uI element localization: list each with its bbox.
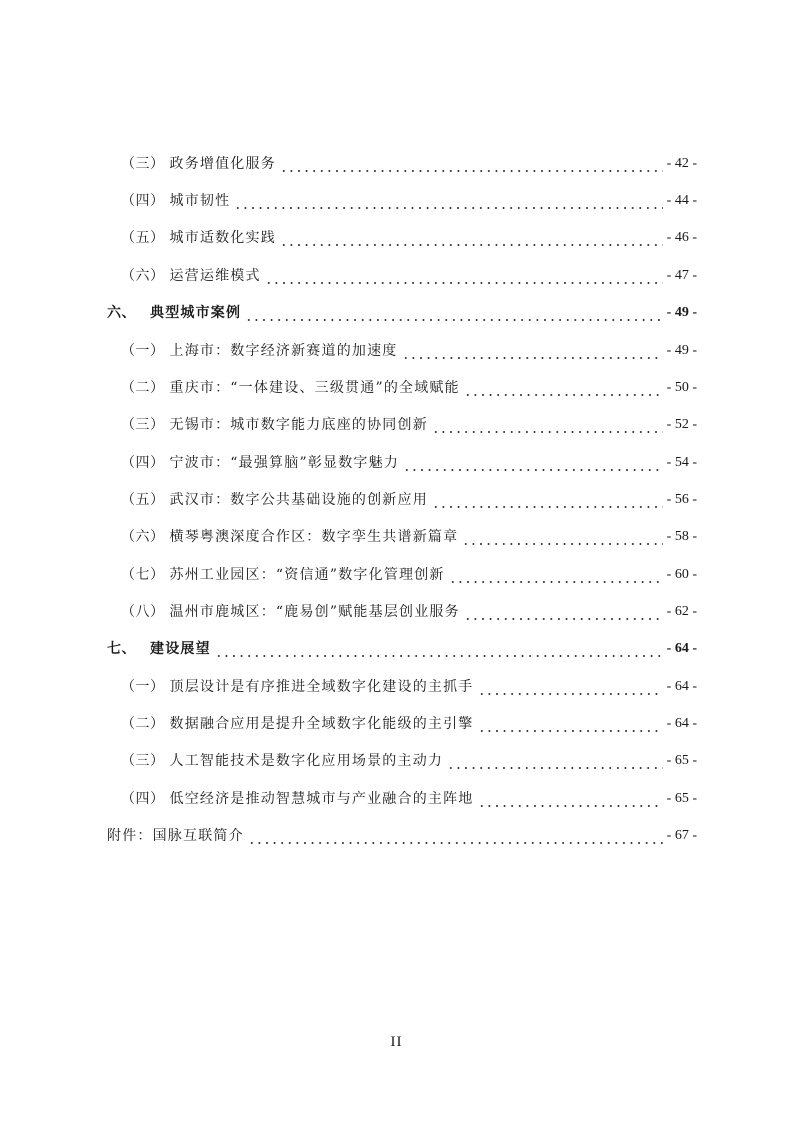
toc-entry-title: 建设展望 (150, 641, 211, 657)
toc-entry-title: 武汉市：数字公共基础设施的创新应用 (169, 492, 428, 508)
toc-entry-number: （四） (121, 455, 165, 471)
toc-appendix-entry[interactable] (107, 824, 697, 848)
toc-entry[interactable] (121, 451, 697, 475)
toc-entry-number: （四） (121, 791, 165, 807)
toc-entry-page: - 44 - (666, 193, 697, 208)
toc-entry-number: （七） (121, 567, 165, 583)
toc-entry-page: - 64 - (666, 679, 697, 694)
toc-entry-number: （五） (121, 230, 165, 246)
toc-entry[interactable] (121, 525, 697, 549)
toc-entry[interactable] (121, 264, 697, 288)
toc-entry-page: - 62 - (666, 604, 697, 619)
toc-entry-number: （六） (121, 268, 165, 284)
toc-entry[interactable] (121, 563, 697, 587)
page-number: II (390, 1034, 403, 1050)
toc-entry[interactable] (121, 787, 697, 811)
dot-leader (432, 488, 663, 512)
toc-entry-title: 附件：国脉互联简介 (107, 828, 244, 844)
toc-entry-number: （一） (121, 679, 165, 695)
dot-leader (478, 675, 663, 699)
dot-leader (245, 301, 662, 325)
toc-entry[interactable] (121, 675, 697, 699)
toc-entry-number: （二） (121, 716, 165, 732)
toc-chapter-entry[interactable] (107, 301, 697, 325)
toc-entry-number: （二） (121, 380, 165, 396)
toc-entry-page: - 58 - (666, 529, 697, 544)
toc-entry-page: - 52 - (666, 417, 697, 432)
toc-entry-title: 温州市鹿城区：“鹿易创”赋能基层创业服务 (169, 604, 460, 620)
toc-entry[interactable] (121, 600, 697, 624)
toc-entry-title: 宁波市：“最强算脑”彰显数字魅力 (169, 455, 400, 471)
toc-entry[interactable] (121, 488, 697, 512)
toc-entry[interactable] (121, 152, 697, 176)
toc-entry-number: 七、 (107, 641, 136, 657)
dot-leader (478, 787, 663, 811)
toc-entry-number: （四） (121, 193, 165, 209)
toc-entry-number: （三） (121, 156, 165, 172)
toc-entry-page: - 54 - (666, 455, 697, 470)
toc-entry-page: - 49 - (666, 305, 697, 320)
toc-entry[interactable] (121, 749, 697, 773)
toc-entry-page: - 67 - (666, 828, 697, 843)
toc-entry-page: - 50 - (666, 380, 697, 395)
toc-entry-number: （六） (121, 529, 165, 545)
dot-leader (464, 376, 663, 400)
toc-entry-page: - 65 - (666, 753, 697, 768)
toc-entry-title: 政务增值化服务 (169, 156, 276, 172)
dot-leader (234, 189, 662, 213)
toc-entry-title: 横琴粤澳深度合作区：数字孪生共谱新篇章 (169, 529, 459, 545)
toc-entry-title: 人工智能技术是数字化应用场景的主动力 (169, 753, 444, 769)
toc-chapter-entry[interactable] (107, 637, 697, 661)
toc-entry-page: - 65 - (666, 791, 697, 806)
toc-entry-page: - 49 - (666, 343, 697, 358)
toc-entry-title: 运营运维模式 (169, 268, 261, 284)
toc-entry[interactable] (121, 413, 697, 437)
toc-entry-page: - 47 - (666, 268, 697, 283)
dot-leader (280, 152, 663, 176)
toc-entry-page: - 64 - (666, 716, 697, 731)
toc-entry-number: 六、 (107, 305, 136, 321)
toc-entry-title: 苏州工业园区：“资信通”数字化管理创新 (169, 567, 445, 583)
toc-entry-title: 无锡市：城市数字能力底座的协同创新 (169, 417, 428, 433)
toc-entry-title: 数据融合应用是提升全域数字化能级的主引擎 (169, 716, 474, 732)
dot-leader (464, 600, 663, 624)
toc-entry-title: 低空经济是推动智慧城市与产业融合的主阵地 (169, 791, 474, 807)
toc-entry-title: 典型城市案例 (150, 305, 242, 321)
dot-leader (432, 413, 663, 437)
dot-leader (449, 563, 663, 587)
toc-entry-number: （三） (121, 417, 165, 433)
dot-leader (280, 226, 663, 250)
dot-leader (402, 339, 663, 363)
dot-leader (478, 712, 663, 736)
toc-entry[interactable] (121, 189, 697, 213)
toc-entry-title: 上海市：数字经济新赛道的加速度 (169, 343, 398, 359)
toc-entry-title: 城市韧性 (169, 193, 231, 209)
toc-entry-number: （五） (121, 492, 165, 508)
toc-entry-page: - 60 - (666, 567, 697, 582)
toc-entry-page: - 56 - (666, 492, 697, 507)
toc-entry[interactable] (121, 712, 697, 736)
dot-leader (215, 637, 663, 661)
toc-entry-title: 城市适数化实践 (169, 230, 276, 246)
dot-leader (265, 264, 663, 288)
dot-leader (248, 824, 663, 848)
toc-entry[interactable] (121, 226, 697, 250)
toc-entry-page: - 42 - (666, 156, 697, 171)
toc-entry[interactable] (121, 339, 697, 363)
toc-entry-page: - 46 - (666, 230, 697, 245)
toc-entry-page: - 64 - (666, 641, 697, 656)
toc-entry-title: 顶层设计是有序推进全域数字化建设的主抓手 (169, 679, 474, 695)
dot-leader (403, 451, 663, 475)
toc-entry[interactable] (121, 376, 697, 400)
dot-leader (462, 525, 662, 549)
toc-entry-number: （三） (121, 753, 165, 769)
dot-leader (447, 749, 663, 773)
toc-entry-number: （八） (121, 604, 165, 620)
toc-entry-number: （一） (121, 343, 165, 359)
toc-entry-title: 重庆市：“一体建设、三级贯通”的全域赋能 (169, 380, 460, 396)
